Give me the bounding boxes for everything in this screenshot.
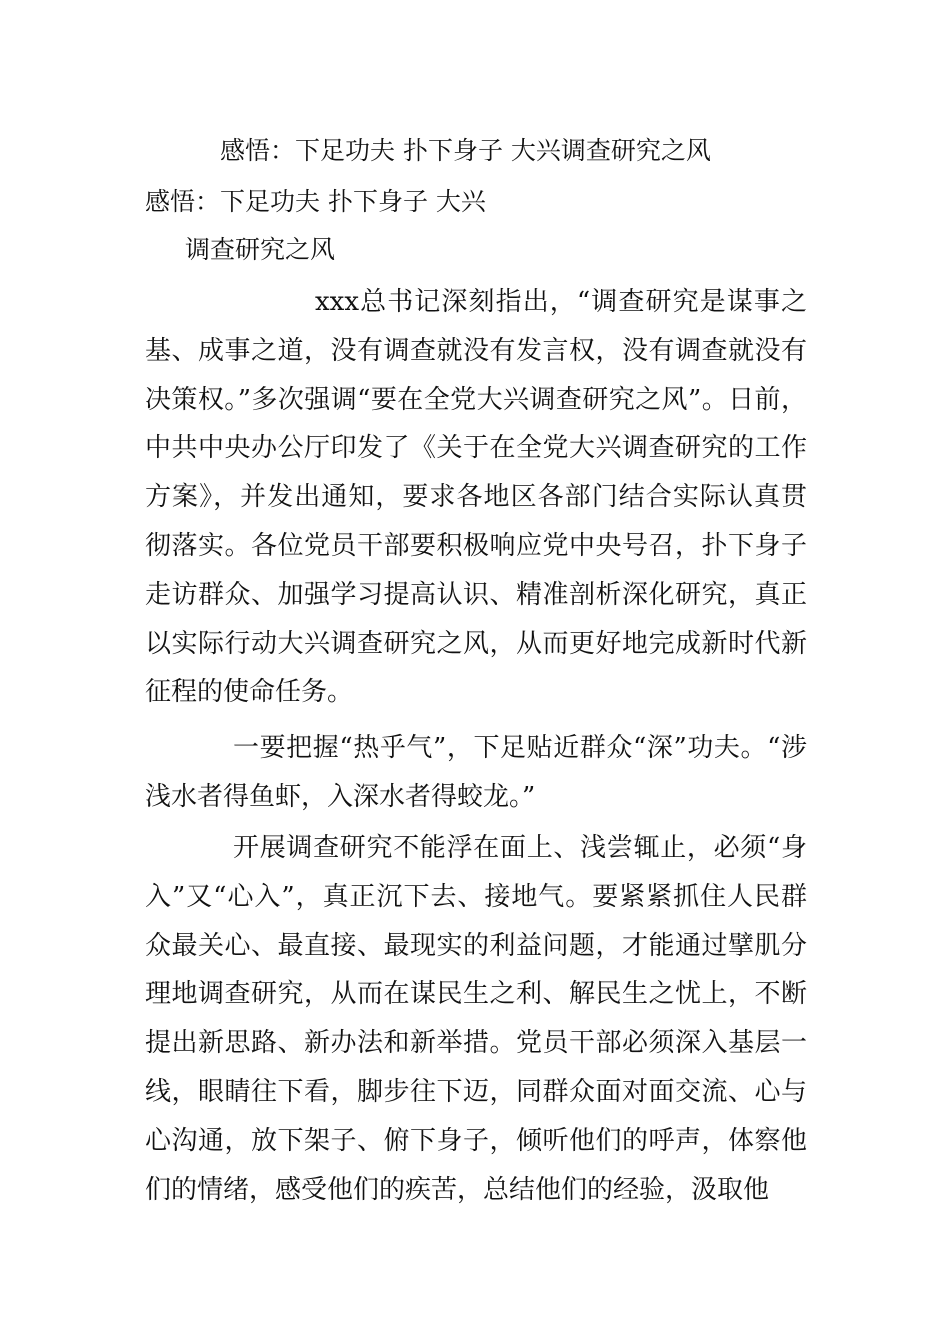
body-paragraph-intro: xxx总书记深刻指出，“调查研究是谋事之基、成事之道，没有调查就没有发言权，没有调查就没有决策权。”多次强调“要在全党大兴调查研究之风”。日前，中共中央办公厅印发了《关于在全党大兴调查研究的工作方案》，并发出通知，要求各地区各部门结合实际认真贯彻落实。各位党员干部要积极响应党中央号召，扑下身子走访群众、加强学习提高认识、精准剖析深化研究，真正以实际行动大兴调查研究之风，从而更好地完成新时代新征程的使命任务。: [145, 287, 807, 708]
document-title: 感悟：下足功夫 扑下身子 大兴调查研究之风: [220, 136, 711, 165]
body-paragraph-detail: 开展调查研究不能浮在面上、浅尝辄止，必须“身入”又“心入”，真正沉下去、接地气。要紧紧抓住人民群众最关心、最直接、最现实的利益问题，才能通过擘肌分理地调查研究，从而在谋民生之利、解民生之忧上，不断提出新思路、新办法和新举措。党员干部必须深入基层一线，眼睛往下看，脚步往下迈，同群众面对面交流、心与心沟通，放下架子、俯下身子，倾听他们的呼声，体察他们的情绪，感受他们的疾苦，总结他们的经验，汲取他: [145, 833, 807, 1205]
body-paragraph-point-one: 一要把握“热乎气”，下足贴近群众“深”功夫。“涉浅水者得鱼虾，入深水者得蛟龙。”: [145, 733, 807, 812]
document-subtitle-line-1: 感悟：下足功夫 扑下身子 大兴: [145, 187, 486, 216]
document-subtitle-line-2: 调查研究之风: [185, 235, 336, 264]
